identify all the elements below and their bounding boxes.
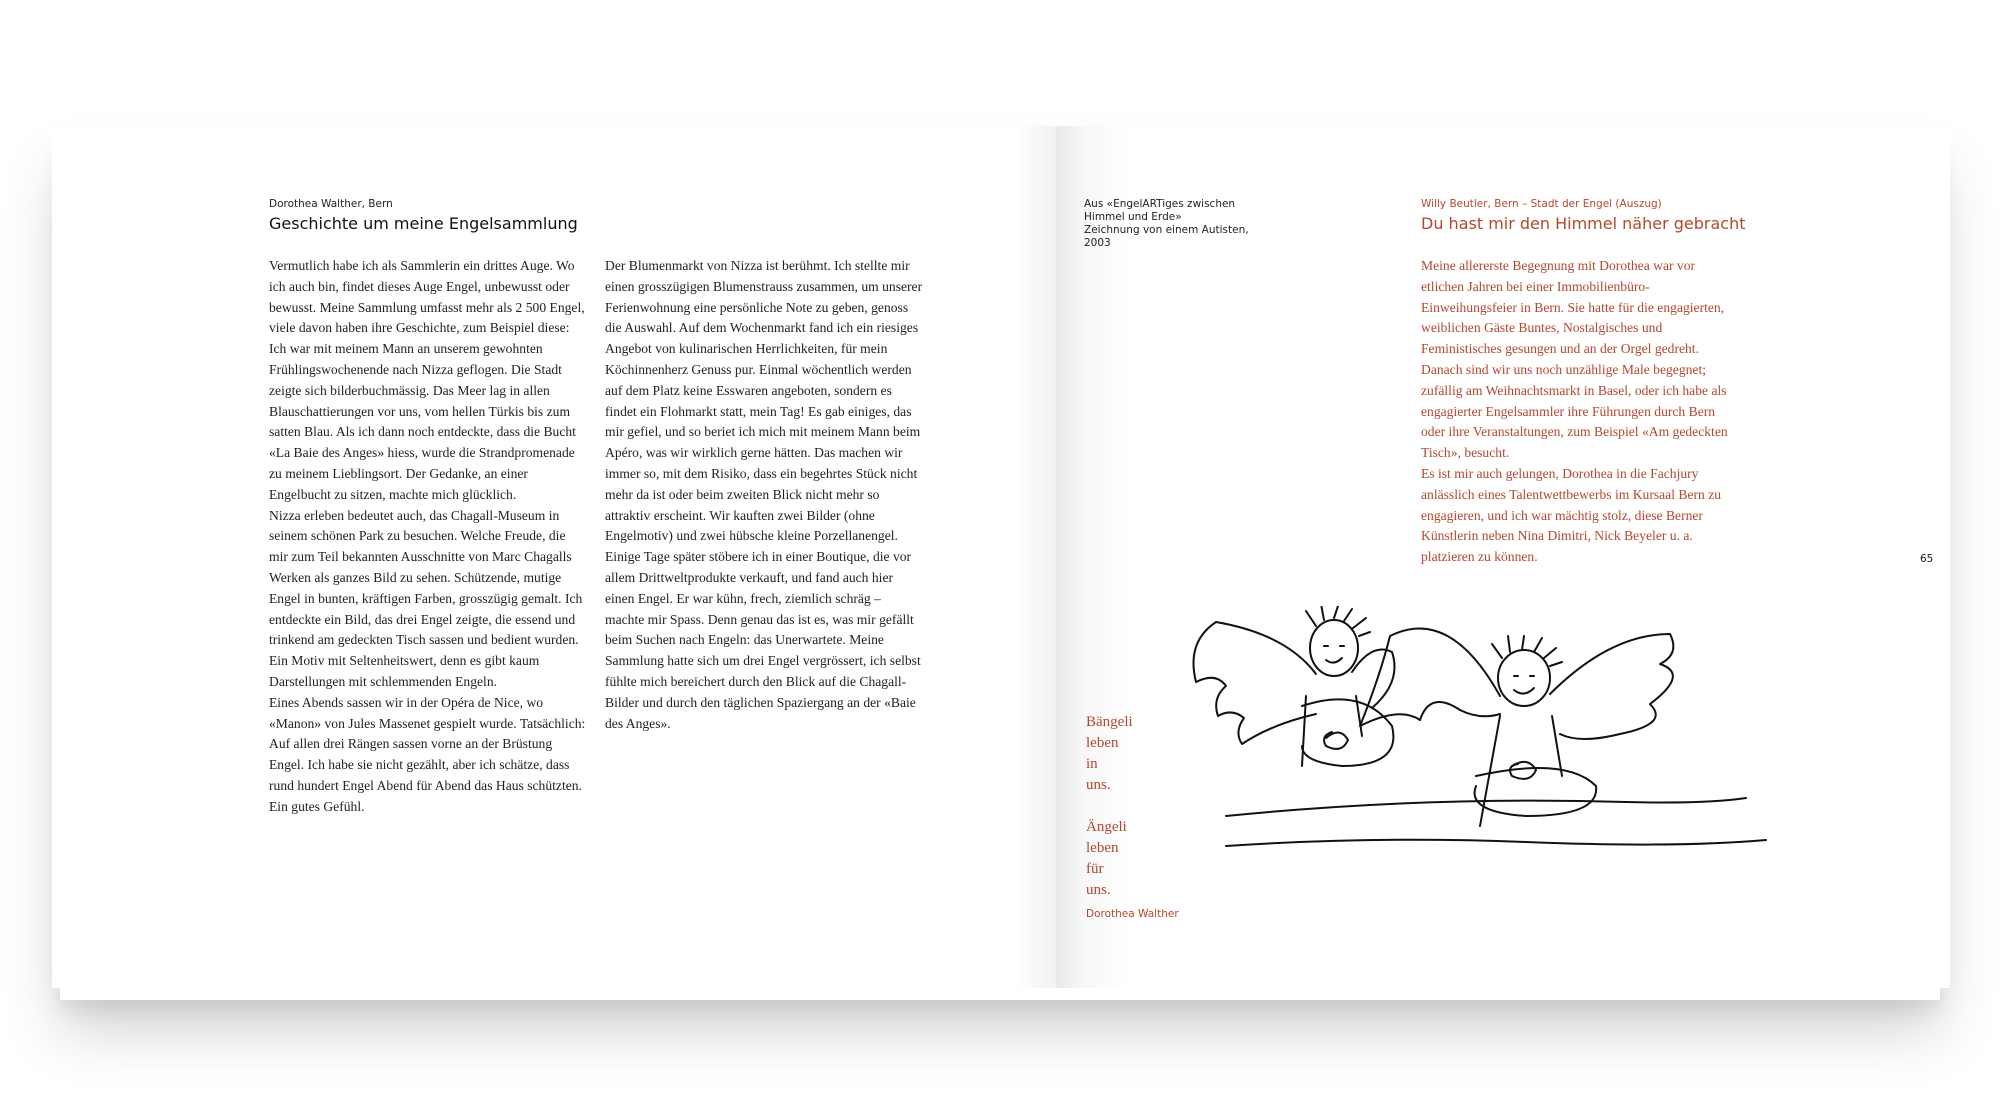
right-page	[1056, 126, 1950, 988]
poem-line: in	[1086, 756, 1098, 772]
page-number: 65	[1920, 553, 1934, 565]
caption-line: Himmel und Erde»	[1084, 211, 1182, 223]
caption-line: 2003	[1084, 237, 1111, 249]
paragraph: Eines Abends sassen wir in der Opéra de Nice, wo «Manon» von Jules Massenet gespielt wurde. Tatsächlich: Auf allen drei Rängen sassen vorne an der Brüstung Engel. Ich habe sie nicht gezählt, aber ich schätze, dass rund hundert Engel Abend für Abend das Haus schützten. Ein gutes Gefühl.	[269, 694, 586, 814]
poem-line: leben	[1086, 735, 1119, 751]
right-angel-icon	[1360, 629, 1673, 827]
paragraph: Es ist mir auch gelungen, Dorothea in die Fachjury anlässlich eines Talentwettbewerbs im Kursaal Bern zu engagieren, und ich war mächtig stolz, diese Berner Künstlerin neben Nina Dimitri, Nick Beyeler u. a. platzieren zu können.	[1421, 465, 1722, 565]
paragraph: Danach sind wir uns noch unzählige Male begegnet; zufällig am Weihnachtsmarkt in Basel, oder ich habe als engagierter Engelsammler ihre Führungen durch Bern oder ihre Veranstaltungen, zum Beispiel «Am gedeckten Tisch», besucht.	[1421, 361, 1728, 461]
poem-line: leben	[1086, 840, 1119, 856]
poem-author: Dorothea Walther	[1086, 908, 1179, 920]
left-angel-icon	[1194, 606, 1395, 766]
poem	[1086, 712, 1133, 901]
left-title: Geschichte um meine Engelsammlung	[269, 214, 578, 233]
paragraph: Meine allererste Begegnung mit Dorothea war vor etlichen Jahren bei einer Immobilienbüro-Einweihungsfeier in Bern. Sie hatte für die engagierten, weiblichen Gäste Buntes, Nostalgisches und Feministisches gesungen und an der Orgel gedreht.	[1421, 258, 1725, 357]
left-column-2	[605, 256, 923, 734]
right-column	[1421, 256, 1739, 568]
left-column-1	[269, 256, 587, 818]
right-title: Du hast mir den Himmel näher gebracht	[1421, 214, 1746, 233]
drawing-caption	[1084, 198, 1249, 250]
angel-drawing-icon	[1156, 606, 1796, 906]
poem-line: Ängeli	[1086, 819, 1127, 835]
paragraph: Nizza erleben bedeutet auch, das Chagall-Museum in seinem schönen Park zu besuchen. Welche Freude, die mir zum Teil bekannten Ausschnitte von Marc Chagalls Werken als ganzes Bild zu sehen. Schützende, mutige Engel in bunten, kräftigen Farben, grosszügig gemalt. Ich entdeckte ein Bild, das drei Engel zeigte, die essend und trinkend am gedeckten Tisch sassen und bedient wurden. Ein Motiv mit Seltenheitswert, denn es gibt kaum Darstellungen mit schlemmenden Engeln.	[269, 507, 583, 689]
paragraph: Der Blumenmarkt von Nizza ist berühmt. Ich stellte mir einen grosszügigen Blumenstrauss zusammen, um unserer Ferienwohnung eine persönliche Note zu geben, genoss die Auswahl. Auf dem Wochenmarkt fand ich ein riesiges Angebot von kulinarischen Herrlichkeiten, für mein Köchinnenherz Genuss pur. Einmal wöchentlich werden auf dem Platz keine Esswaren angeboten, sondern es findet ein Flohmarkt statt, mein Tag! Es gab einiges, das mir gefiel, und so beriet ich mich mit meinem Mann beim Apéro, was wir wirklich gerne hätten. Das machen wir immer so, mit dem Risiko, dass ein begehrtes Stück nicht mehr da ist oder beim zweiten Blick nicht mehr so attraktiv erscheint. Wir kauften zwei Bilder (ohne Engelmotiv) und zwei hübsche kleine Porzellanengel.	[605, 258, 923, 544]
poem-line: uns.	[1086, 882, 1111, 898]
ground-line-icon	[1226, 840, 1766, 846]
paragraph: Ich war mit meinem Mann an unserem gewohnten Frühlingswochenende nach Nizza geflogen. Die Stadt zeigte sich bilderbuchmässig. Das Meer lag in allen Blauschattierungen vor uns, vom hellen Türkis bis zum satten Blau. Als ich dann noch entdeckte, dass die Bucht «La Baie des Anges» hiess, wurde die Strandpromenade zu meinem Lieblingsort. Der Gedanke, an einer Engelbucht zu sitzen, machte mich glücklich.	[269, 341, 576, 502]
caption-line: Zeichnung von einem Autisten,	[1084, 224, 1249, 236]
poem-line: uns.	[1086, 777, 1111, 793]
poem-line: Bängeli	[1086, 714, 1133, 730]
poem-line: für	[1086, 861, 1104, 877]
paragraph: Vermutlich habe ich als Sammlerin ein drittes Auge. Wo ich auch bin, findet dieses Auge Engel, unbewusst oder bewusst. Meine Sammlung umfasst mehr als 2 500 Engel, viele davon haben ihre Geschichte, zum Beispiel diese:	[269, 258, 585, 336]
right-author: Willy Beutler, Bern – Stadt der Engel (Auszug)	[1421, 198, 1662, 210]
paragraph: Einige Tage später stöbere ich in einer Boutique, die vor allem Drittweltprodukte verkauft, und fand auch hier einen Engel. Er war kühn, frech, ziemlich schräg – machte mir Spass. Denn genau das ist es, was mir gefällt beim Suchen nach Engeln: das Unerwartete. Meine Sammlung hatte sich um drei Engel vergrössert, ich selbst fühlte mich bereichert durch den Blick auf die Chagall-Bilder und durch den täglichen Spaziergang an der «Baie des Anges».	[605, 549, 921, 731]
left-author: Dorothea Walther, Bern	[269, 198, 393, 210]
caption-line: Aus «EngelARTiges zwischen	[1084, 198, 1236, 210]
left-page	[52, 126, 1056, 988]
